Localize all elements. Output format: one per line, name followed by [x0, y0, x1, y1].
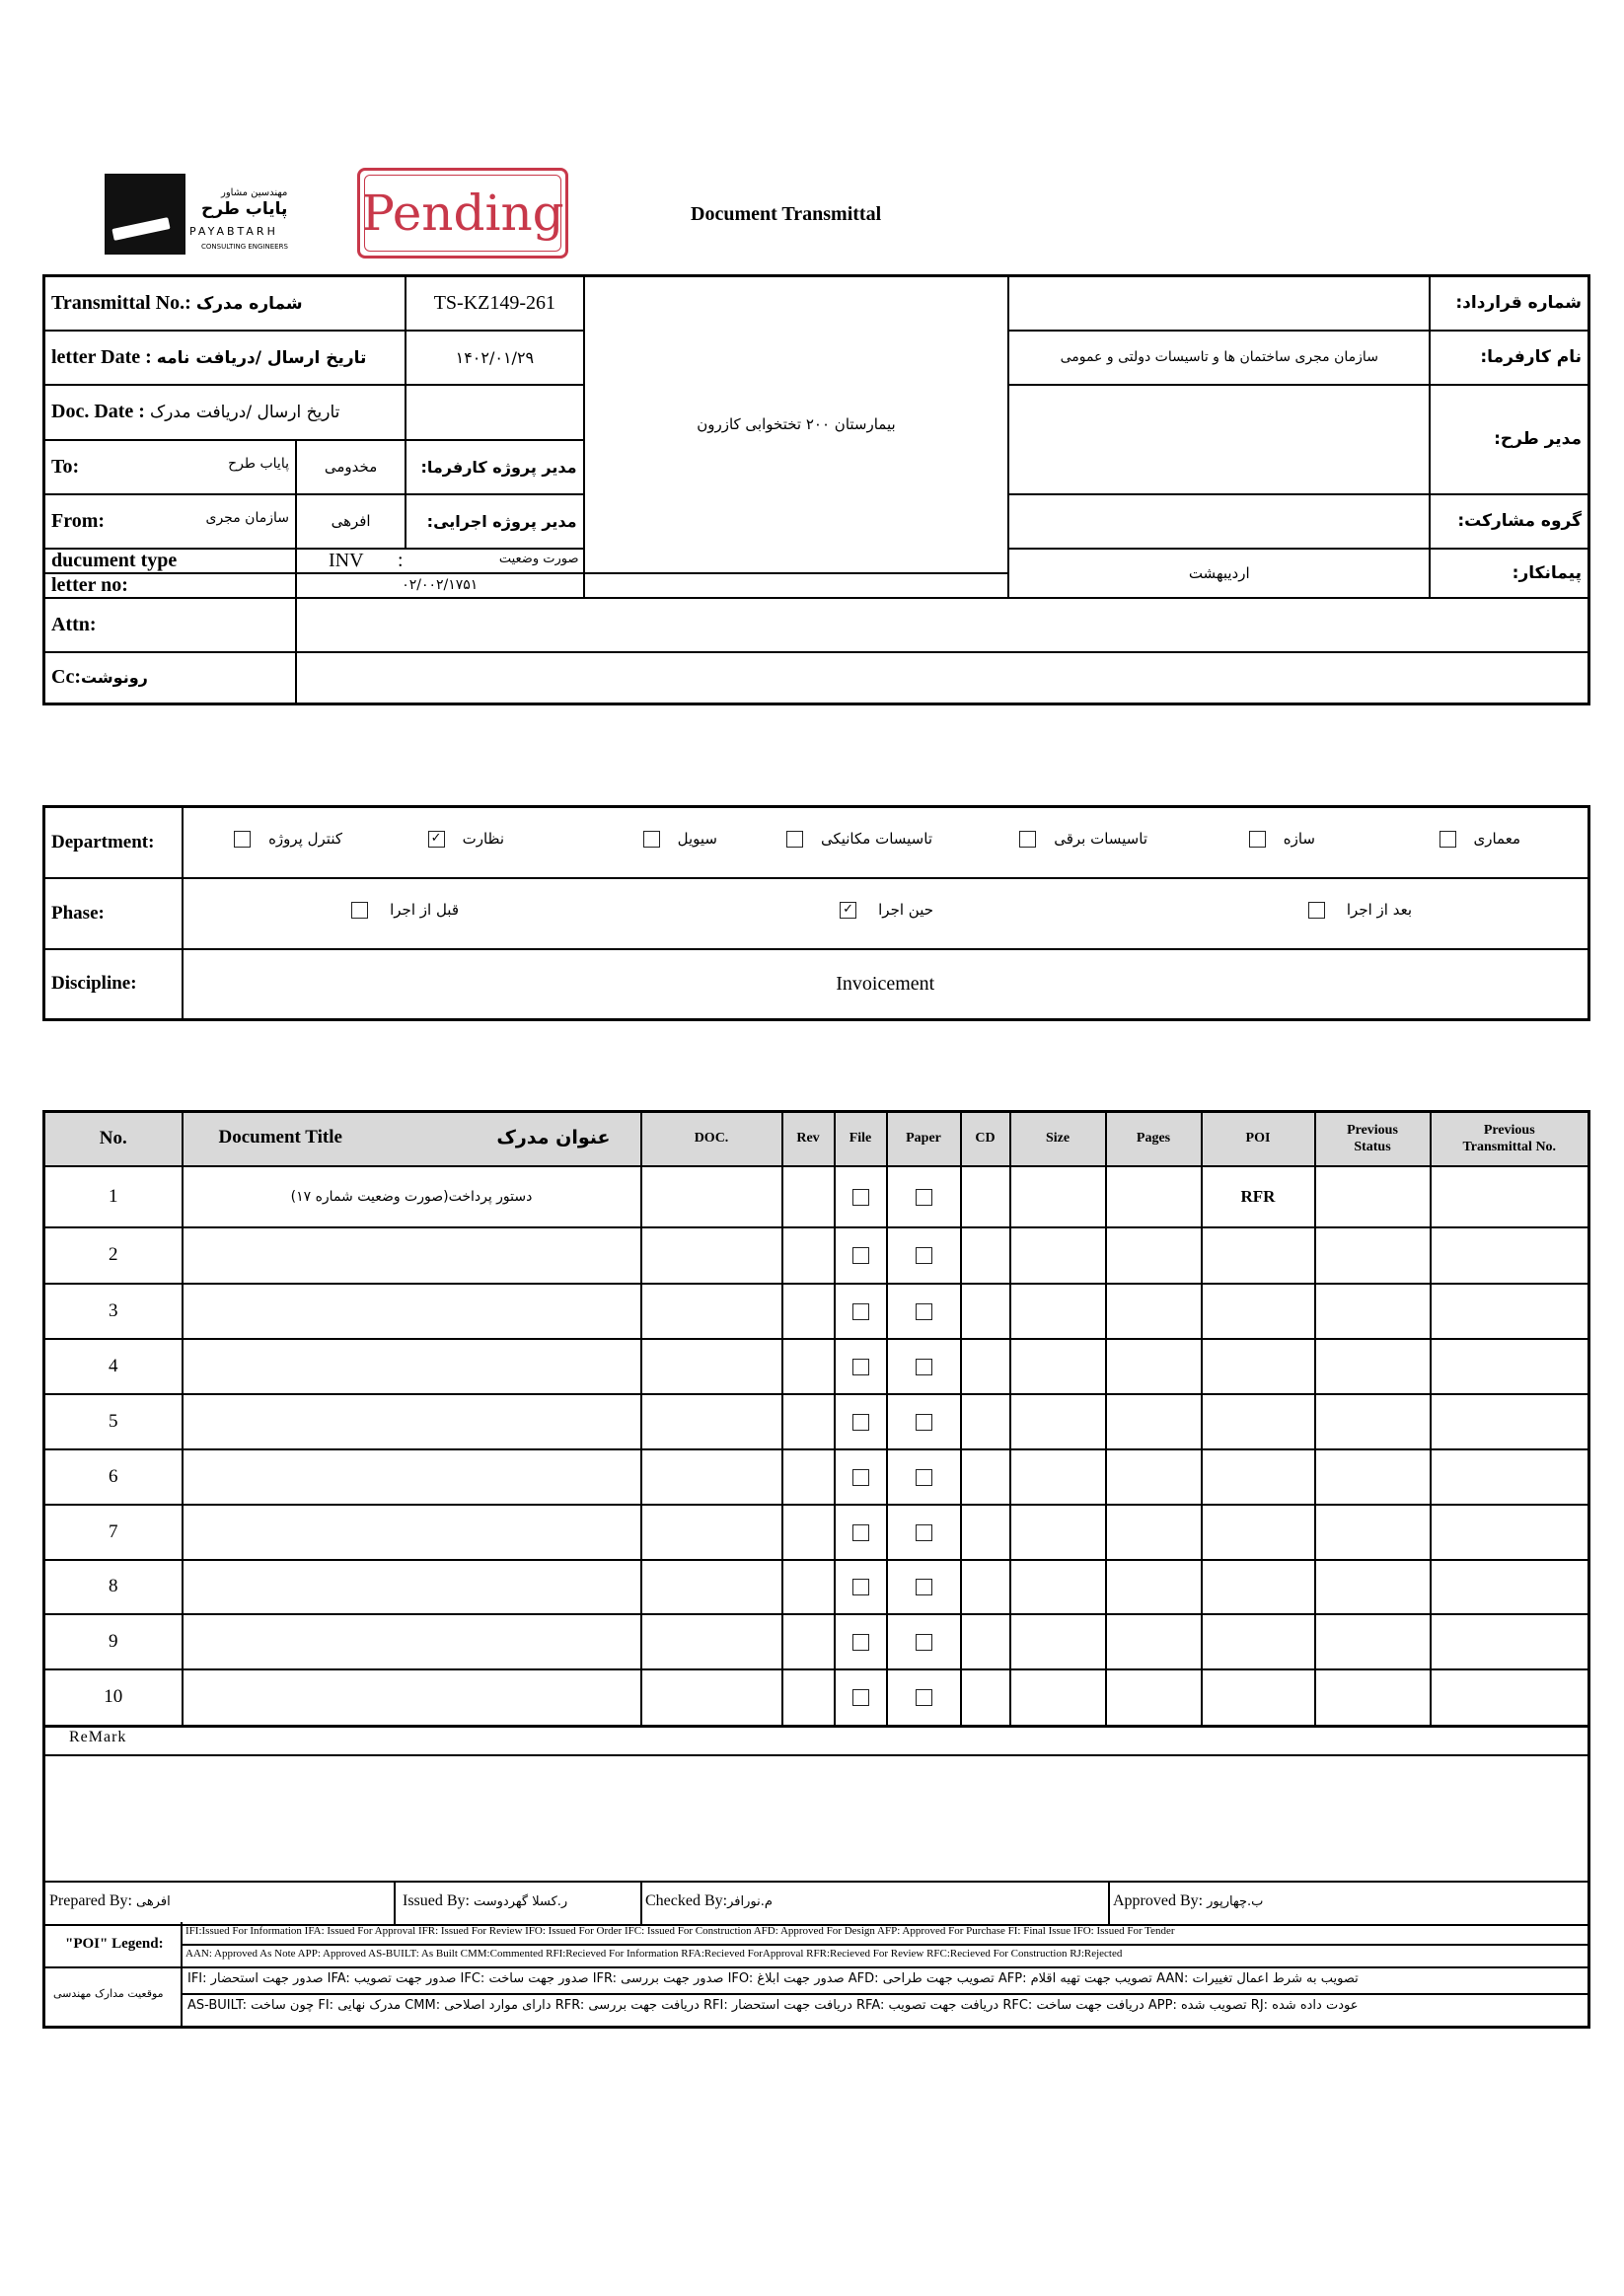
checkbox[interactable] — [852, 1303, 869, 1320]
row-file — [835, 1227, 887, 1284]
phase-option[interactable] — [351, 901, 459, 919]
col-paper: Paper — [887, 1112, 961, 1166]
row-pages — [1106, 1394, 1202, 1449]
legend-fa-label: موقعیت مدارک مهندسی — [53, 1987, 164, 2000]
doc-date-value — [406, 385, 583, 440]
row-doc — [641, 1227, 782, 1284]
checkbox[interactable] — [852, 1634, 869, 1651]
row-title — [183, 1669, 641, 1727]
employer-value: سازمان مجری ساختمان ها و تاسیسات دولتی و عمومی — [1008, 331, 1430, 385]
row-title — [183, 1505, 641, 1560]
checkbox[interactable] — [852, 1359, 869, 1375]
employer-label: نام کارفرما: — [1430, 331, 1588, 385]
checkbox[interactable]: ✓ — [840, 902, 856, 919]
partner-label: گروه مشارکت: — [1430, 494, 1588, 549]
checkbox[interactable] — [1019, 831, 1036, 848]
row-title — [183, 1284, 641, 1339]
checkbox[interactable] — [916, 1303, 932, 1320]
row-prev-status — [1315, 1449, 1431, 1505]
logo-mark — [105, 174, 185, 255]
logo-sub: CONSULTING ENGINEERS — [201, 243, 288, 251]
row-paper — [887, 1614, 961, 1669]
row-file — [835, 1560, 887, 1614]
signatures-row — [45, 1881, 1587, 1926]
row-doc — [641, 1339, 782, 1394]
table-row — [44, 1394, 1589, 1449]
row-no: 8 — [44, 1560, 183, 1614]
row-no: 4 — [44, 1339, 183, 1394]
phase-options — [183, 878, 1589, 949]
row-no: 2 — [44, 1227, 183, 1284]
row-rev — [782, 1394, 835, 1449]
row-prev-status — [1315, 1614, 1431, 1669]
row-paper — [887, 1449, 961, 1505]
row-rev — [782, 1614, 835, 1669]
pending-stamp: Pending — [357, 168, 568, 259]
phase-label: Phase: — [44, 878, 183, 949]
row-file — [835, 1284, 887, 1339]
department-option-label: کنترل پروژه — [268, 830, 342, 848]
row-pages — [1106, 1227, 1202, 1284]
checkbox[interactable] — [916, 1634, 932, 1651]
col-prev-transmittal: Previous Transmittal No. — [1431, 1112, 1589, 1166]
row-size — [1010, 1449, 1106, 1505]
department-option-label: تاسیسات برقی — [1054, 830, 1147, 848]
documents-table — [42, 1110, 1590, 1728]
table-row — [44, 1614, 1589, 1669]
row-no: 1 — [44, 1166, 183, 1227]
transmittal-no-value: TS-KZ149-261 — [406, 276, 583, 331]
approved-by: Approved By: ب.چهارپور — [1113, 1892, 1264, 1909]
discipline-label: Discipline: — [44, 949, 183, 1020]
col-prev-status: Previous Status — [1315, 1112, 1431, 1166]
row-poi — [1202, 1560, 1315, 1614]
project-name: بیمارستان ۲۰۰ تختخوابی کازرون — [584, 276, 1009, 573]
row-size — [1010, 1166, 1106, 1227]
row-paper — [887, 1560, 961, 1614]
checkbox[interactable] — [852, 1579, 869, 1595]
checkbox[interactable] — [852, 1689, 869, 1706]
row-file — [835, 1505, 887, 1560]
department-option[interactable] — [234, 830, 342, 848]
col-file: File — [835, 1112, 887, 1166]
row-poi — [1202, 1505, 1315, 1560]
row-paper — [887, 1669, 961, 1727]
row-rev — [782, 1449, 835, 1505]
row-title — [183, 1449, 641, 1505]
row-prev-status — [1315, 1339, 1431, 1394]
letter-no-value: ۰۲/۰۰۲/۱۷۵۱ — [296, 573, 584, 598]
department-option[interactable] — [1249, 830, 1315, 848]
contract-no-label: شماره قرارداد: — [1430, 276, 1588, 331]
row-prev-status — [1315, 1505, 1431, 1560]
remark-area — [45, 1754, 1587, 1757]
logo-text-fa: پایاب طرح — [201, 199, 288, 219]
row-paper — [887, 1166, 961, 1227]
legend-fa-line-2: AS-BUILT: چون ساخت FI: مدرک نهایی CMM: دارای موارد اصلاحی RFR: دریافت جهت بررسی RFI: دریافت جهت استحضار RFA: دریافت جهت تصویب RFC: دریافت جهت ساخت APP: تصویب شده RJ: عودت داده شده — [187, 1998, 1359, 2013]
contract-no-value — [1008, 276, 1430, 331]
row-poi — [1202, 1227, 1315, 1284]
department-options — [183, 807, 1589, 878]
row-pages — [1106, 1449, 1202, 1505]
row-no: 5 — [44, 1394, 183, 1449]
classification-table — [42, 805, 1590, 1021]
checkbox[interactable] — [916, 1414, 932, 1431]
row-poi — [1202, 1614, 1315, 1669]
row-cd — [961, 1669, 1010, 1727]
row-prev-transmittal — [1431, 1560, 1589, 1614]
letter-date-label: letter Date : تاریخ ارسال /دریافت نامه — [44, 331, 406, 385]
department-option-label: سیویل — [677, 830, 717, 848]
row-rev — [782, 1227, 835, 1284]
row-doc — [641, 1560, 782, 1614]
checkbox[interactable] — [852, 1469, 869, 1486]
department-option[interactable] — [1439, 830, 1521, 848]
legend-label: "POI" Legend: — [65, 1936, 164, 1952]
row-rev — [782, 1166, 835, 1227]
row-paper — [887, 1339, 961, 1394]
row-cd — [961, 1227, 1010, 1284]
row-title — [183, 1394, 641, 1449]
row-poi — [1202, 1449, 1315, 1505]
row-paper — [887, 1505, 961, 1560]
row-title — [183, 1614, 641, 1669]
row-pages — [1106, 1339, 1202, 1394]
row-pages — [1106, 1284, 1202, 1339]
row-prev-transmittal — [1431, 1166, 1589, 1227]
department-option-label: نظارت — [462, 830, 504, 848]
to-role: مدیر پروژه کارفرما: — [406, 440, 583, 494]
phase-option[interactable] — [1308, 901, 1412, 919]
col-title: Document Title عنوان مدرک — [183, 1112, 641, 1166]
row-prev-status — [1315, 1560, 1431, 1614]
remark-label: ReMark — [69, 1729, 127, 1745]
row-size — [1010, 1284, 1106, 1339]
row-no: 10 — [44, 1669, 183, 1727]
table-row — [44, 1284, 1589, 1339]
row-size — [1010, 1227, 1106, 1284]
row-cd — [961, 1560, 1010, 1614]
cc-label: Cc:رونوشت — [44, 652, 296, 704]
designer-label: مدیر طرح: — [1430, 385, 1588, 494]
checkbox[interactable] — [1249, 831, 1266, 848]
attn-value — [296, 598, 1589, 652]
row-file — [835, 1449, 887, 1505]
row-prev-status — [1315, 1166, 1431, 1227]
row-size — [1010, 1614, 1106, 1669]
row-prev-transmittal — [1431, 1394, 1589, 1449]
department-option[interactable] — [786, 830, 932, 848]
table-row — [44, 1227, 1589, 1284]
checkbox[interactable] — [786, 831, 803, 848]
department-option[interactable] — [643, 830, 717, 848]
attn-label: Attn: — [44, 598, 296, 652]
row-cd — [961, 1614, 1010, 1669]
row-cd — [961, 1166, 1010, 1227]
row-rev — [782, 1505, 835, 1560]
row-paper — [887, 1394, 961, 1449]
department-option[interactable] — [1019, 830, 1147, 848]
designer-value — [1008, 385, 1430, 494]
checkbox[interactable] — [852, 1189, 869, 1206]
row-file — [835, 1669, 887, 1727]
row-poi — [1202, 1394, 1315, 1449]
checkbox[interactable] — [643, 831, 660, 848]
department-label: Department: — [44, 807, 183, 878]
department-option-label: معماری — [1473, 830, 1520, 848]
row-pages — [1106, 1166, 1202, 1227]
row-title — [183, 1227, 641, 1284]
from-role: مدیر پروژه اجرایی: — [406, 494, 583, 549]
phase-option-label: بعد از اجرا — [1346, 900, 1412, 919]
legend-line-1: IFI:Issued For Information IFA: Issued For Approval IFR: Issued For Review IFO: Issued For Order IFC: Issued For Construction AFD: Approved For Design AFP: Approved For Purchase FI: Final Issue IFO: Issued For Tender — [185, 1925, 1175, 1937]
checkbox[interactable] — [916, 1359, 932, 1375]
checkbox[interactable] — [1439, 831, 1456, 848]
row-pages — [1106, 1505, 1202, 1560]
row-rev — [782, 1339, 835, 1394]
row-file — [835, 1614, 887, 1669]
row-prev-status — [1315, 1227, 1431, 1284]
col-doc: DOC. — [641, 1112, 782, 1166]
row-size — [1010, 1505, 1106, 1560]
prepared-by: Prepared By: افرهی — [49, 1892, 171, 1909]
row-prev-status — [1315, 1394, 1431, 1449]
contractor-value: اردیبهشت — [1008, 549, 1430, 598]
row-pages — [1106, 1560, 1202, 1614]
row-rev — [782, 1669, 835, 1727]
row-doc — [641, 1284, 782, 1339]
row-size — [1010, 1669, 1106, 1727]
discipline-value: Invoicement — [183, 949, 1589, 1020]
row-no: 3 — [44, 1284, 183, 1339]
doctype-value: INV : صورت وضعیت — [296, 549, 584, 573]
col-no: No. — [44, 1112, 183, 1166]
checkbox[interactable] — [852, 1247, 869, 1264]
row-rev — [782, 1560, 835, 1614]
row-no: 9 — [44, 1614, 183, 1669]
row-poi — [1202, 1284, 1315, 1339]
row-file — [835, 1166, 887, 1227]
row-rev — [782, 1284, 835, 1339]
row-prev-transmittal — [1431, 1339, 1589, 1394]
row-cd — [961, 1284, 1010, 1339]
checked-by: Checked By:م.نورافر — [645, 1892, 773, 1909]
checkbox[interactable] — [916, 1189, 932, 1206]
row-doc — [641, 1394, 782, 1449]
checkbox[interactable]: ✓ — [428, 831, 445, 848]
col-rev: Rev — [782, 1112, 835, 1166]
checkbox[interactable] — [916, 1579, 932, 1595]
row-poi — [1202, 1339, 1315, 1394]
checkbox[interactable] — [852, 1414, 869, 1431]
legend-block — [45, 1922, 1587, 2026]
row-prev-transmittal — [1431, 1449, 1589, 1505]
table-row — [44, 1339, 1589, 1394]
to-row: To: پایاب طرح — [44, 440, 296, 494]
from-person: افرهی — [296, 494, 406, 549]
row-doc — [641, 1669, 782, 1727]
row-title — [183, 1339, 641, 1394]
row-size — [1010, 1394, 1106, 1449]
row-prev-transmittal — [1431, 1284, 1589, 1339]
row-prev-transmittal — [1431, 1614, 1589, 1669]
contractor-label: پیمانکار: — [1430, 549, 1588, 598]
doctype-label: ducument type — [44, 549, 296, 573]
table-row — [44, 1449, 1589, 1505]
cc-value — [296, 652, 1589, 704]
legend-fa-line-1: IFI: صدور جهت استحضار IFA: صدور جهت تصویب IFC: صدور جهت ساخت IFR: صدور جهت بررسی IFO: صدور جهت ابلاغ AFD: تصویب جهت طراحی AFP: تصویب جهت تهیه اقلام AAN: تصویب به شرط اعمال تغییرات — [187, 1971, 1359, 1986]
row-pages — [1106, 1669, 1202, 1727]
letter-date-value: ۱۴۰۲/۰۱/۲۹ — [406, 331, 583, 385]
row-cd — [961, 1394, 1010, 1449]
row-poi: RFR — [1202, 1166, 1315, 1227]
col-pages: Pages — [1106, 1112, 1202, 1166]
col-poi: POI — [1202, 1112, 1315, 1166]
to-person: مخدومی — [296, 440, 406, 494]
blank-project-cell — [584, 573, 1009, 598]
row-pages — [1106, 1614, 1202, 1669]
transmittal-no-label: Transmittal No.: شماره مدرک — [44, 276, 406, 331]
row-title: دستور پرداخت(صورت وضعیت شماره ۱۷) — [183, 1166, 641, 1227]
col-size: Size — [1010, 1112, 1106, 1166]
table-row — [44, 1505, 1589, 1560]
issued-by: Issued By: ر.کسلا گهردوست — [403, 1892, 568, 1909]
row-prev-status — [1315, 1284, 1431, 1339]
department-option-label: سازه — [1283, 830, 1315, 848]
table-row — [44, 1166, 1589, 1227]
checkbox[interactable] — [852, 1524, 869, 1541]
row-paper — [887, 1227, 961, 1284]
logo-text-fa-small: مهندسین مشاور — [221, 187, 288, 198]
row-doc — [641, 1505, 782, 1560]
row-prev-transmittal — [1431, 1505, 1589, 1560]
phase-option[interactable] — [840, 901, 933, 919]
row-size — [1010, 1560, 1106, 1614]
checkbox[interactable] — [234, 831, 251, 848]
row-file — [835, 1394, 887, 1449]
row-doc — [641, 1166, 782, 1227]
checkbox[interactable] — [916, 1469, 932, 1486]
row-size — [1010, 1339, 1106, 1394]
row-prev-transmittal — [1431, 1669, 1589, 1727]
row-prev-transmittal — [1431, 1227, 1589, 1284]
info-table — [42, 274, 1590, 705]
checkbox[interactable] — [916, 1247, 932, 1264]
row-doc — [641, 1449, 782, 1505]
row-file — [835, 1339, 887, 1394]
phase-option-label: حین اجرا — [878, 900, 933, 919]
row-paper — [887, 1284, 961, 1339]
row-no: 7 — [44, 1505, 183, 1560]
page-title: Document Transmittal — [691, 203, 882, 225]
checkbox[interactable] — [916, 1524, 932, 1541]
table-row — [44, 1669, 1589, 1727]
from-row: From: سازمان مجری — [44, 494, 296, 549]
row-prev-status — [1315, 1669, 1431, 1727]
row-no: 6 — [44, 1449, 183, 1505]
row-cd — [961, 1449, 1010, 1505]
row-poi — [1202, 1669, 1315, 1727]
checkbox[interactable] — [351, 902, 368, 919]
row-cd — [961, 1505, 1010, 1560]
legend-line-2: AAN: Approved As Note APP: Approved AS-BUILT: As Built CMM:Commented RFI:Recieved For Information RFA:Recieved ForApproval RFR:Recieved For Review RFC:Recieved For Construction RJ:Rejected — [185, 1948, 1123, 1960]
department-option-label: تاسیسات مکانیکی — [820, 830, 932, 848]
footer-block — [42, 1727, 1590, 2029]
table-row — [44, 1560, 1589, 1614]
checkbox[interactable] — [916, 1689, 932, 1706]
letter-no-label: letter no: — [44, 573, 296, 598]
checkbox[interactable] — [1308, 902, 1325, 919]
logo-text-en: PAYABTARH — [189, 225, 278, 238]
row-title — [183, 1560, 641, 1614]
company-logo — [105, 174, 312, 259]
col-cd: CD — [961, 1112, 1010, 1166]
row-doc — [641, 1614, 782, 1669]
partner-value — [1008, 494, 1430, 549]
phase-option-label: قبل از اجرا — [390, 900, 459, 919]
row-cd — [961, 1339, 1010, 1394]
doc-date-label: Doc. Date : تاریخ ارسال /دریافت مدرک — [44, 385, 406, 440]
department-option[interactable] — [428, 830, 504, 848]
